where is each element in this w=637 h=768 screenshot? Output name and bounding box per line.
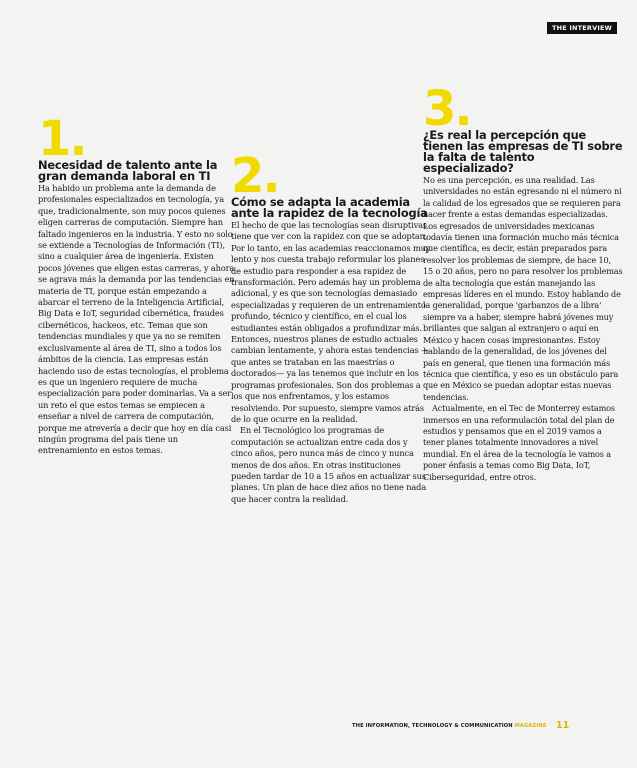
section-number: 2. [231, 148, 279, 204]
section-heading: ¿Es real la percepción que tienen las empresas de TI sobre la falta de talento especializado? [423, 128, 623, 175]
page-number: 11 [556, 720, 570, 731]
footer-magazine: MAGAZINE [514, 723, 547, 729]
paragraph: Ha habido un problema ante la demanda de profesionales especializados en tecnología, ya que, tradicionalmente, son muy pocos quienes eligen carreras de computación. Siempre han faltado ingenieros en la industria. Y esto no solo se extiende a Tecnologías de Información (TI), sino a cualquier área de ingeniería. Existen pocos jóvenes que eligen estas carreras, y ahora se agrava más la demanda por las tendencias en materia de TI, porque están empezando a abarcar el terreno de la Inteligencia Artificial, Big Data e IoT, seguridad cibernética, fraudes cibernéticos, hackeos, etc. Temas que son tendencias mundiales y que ya no se remiten exclusivamente al área de TI, sino a todos los ámbitos de la ciencia. Las empresas están haciendo uso de estas tecnologías, el problema es que un ingeniero requiere de mucha especialización para poder dominarlas. Va a ser un reto el que estos temas se empiecen a enseñar a nivel de carrera de computación, porque me atrevería a decir que hoy en día casi ningún programa del país tiene un entrenamiento en estos temas. [38, 183, 235, 456]
section-tag: THE INTERVIEW [547, 22, 617, 34]
section-number: 1. [38, 111, 86, 167]
section-2 [231, 148, 431, 505]
section-heading: Necesidad de talento ante la gran demanda laboral en TI [38, 158, 218, 183]
paragraph: No es una percepción, es una realidad. Las universidades no están egresando ni el número ni la calidad de los egresados que se requieren para hacer frente a estas demandas especializadas. Los egresados de universidades mexicanas todavía tienen una formación mucho más técnica que científica, es decir, están preparados para resolver los problemas de siempre, de hace 10, 15 o 20 años, pero no para resolver los problemas de alta tecnología que están manejando las empresas líderes en el mundo. Estoy hablando de la generalidad, porque 'garbanzos de a libra' siempre va a haber, siempre habrá jóvenes muy brillantes que salgan al extranjero o aquí en México y hacen cosas impresionantes. Estoy hablando de la generalidad, de los jóvenes del país en general, que tienen una formación más técnica que científica, y eso es un obstáculo para que en México se puedan adoptar estas nuevas tendencias. [423, 175, 623, 402]
footer-text: THE INFORMATION, TECHNOLOGY & COMMUNICATION [352, 723, 513, 729]
paragraph: El hecho de que las tecnologías sean disruptivas tiene que ver con la rapidez con que se adoptan. Por lo tanto, en las academias reaccionamos muy lento y nos cuesta trabajo reformular los planes de estudio para responder a esa rapidez de transformación. Pero además hay un problema adicional, y es que son tecnologías demasiado especializadas y requieren de un entrenamiento profundo, técnico y científico, en el cual los estudiantes están obligados a profundizar más. Entonces, nuestros planes de estudio actuales cambian lentamente, y ahora estas tendencias —que antes se trataban en las maestrías o doctorados— ya las tenemos que incluir en los programas profesionales. Son dos problemas a los que nos enfrentamos, y los estamos resolviendo. Por supuesto, siempre vamos atrás de lo que ocurre en la realidad. [231, 220, 431, 424]
paragraph: En el Tecnológico los programas de computación se actualizan entre cada dos y cinco años, pero nunca más de cinco y nunca menos de dos años. En otras instituciones pueden tardar de 10 a 15 años en actualizar sus planes. Un plan de hace diez años no tiene nada que hacer contra la realidad. [231, 425, 427, 504]
section-number: 3. [423, 81, 471, 137]
section-1 [38, 111, 238, 457]
section-heading: Cómo se adapta la academia ante la rapidez de la tecnología [231, 195, 428, 220]
paragraph: Actualmente, en el Tec de Monterrey estamos inmersos en una reformulación total del plan de estudios y pensamos que en el 2019 vamos a tener planes totalmente innovadores a nivel mundial. En el área de la tecnología le vamos a poner énfasis a temas como Big Data, IoT, Ciberseguridad, entre otros. [423, 403, 615, 482]
magazine-footer [352, 723, 546, 729]
section-3 [423, 81, 623, 483]
